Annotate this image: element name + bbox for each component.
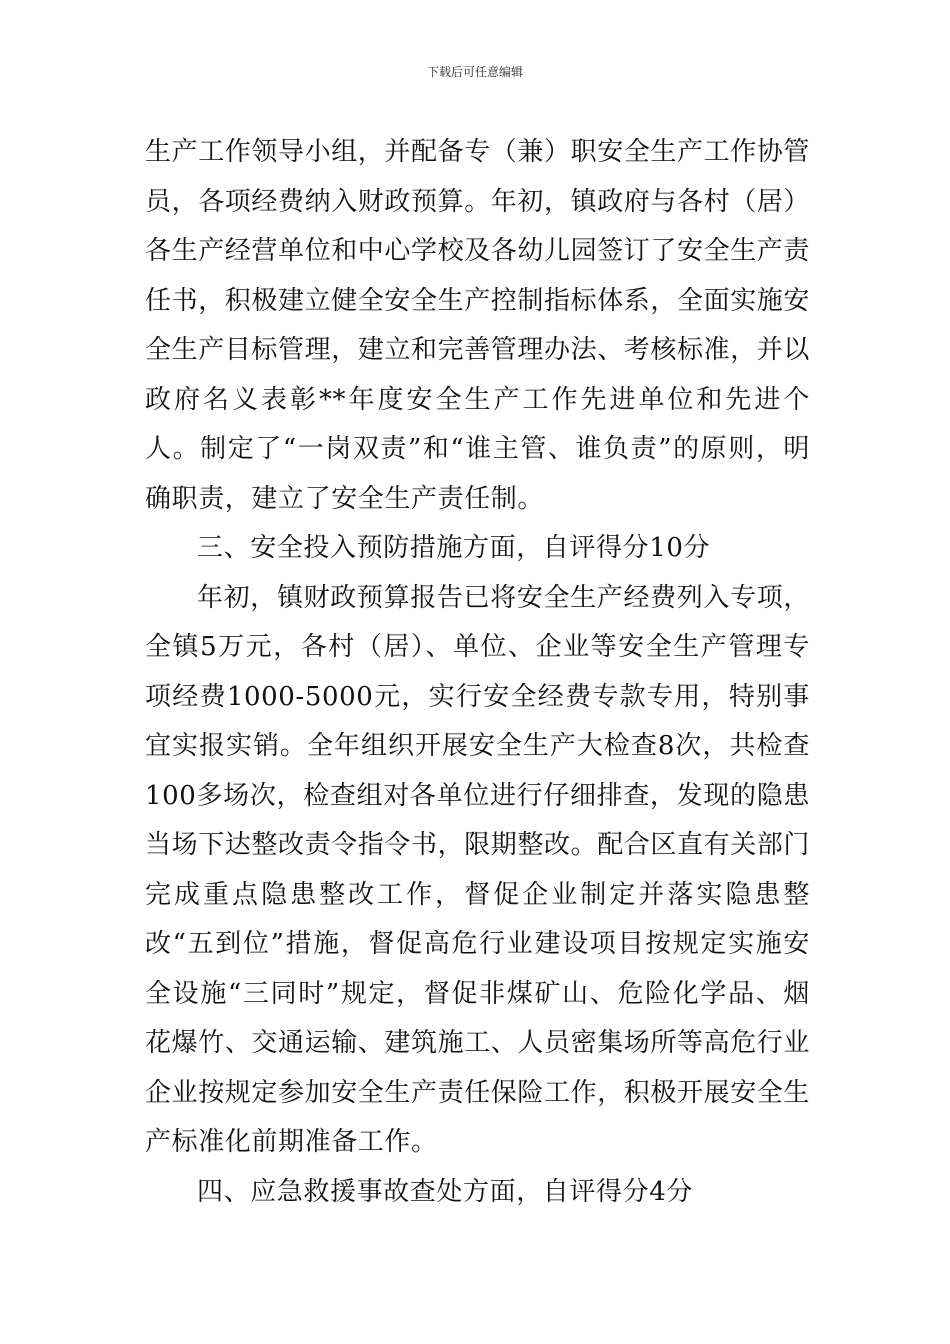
section-heading-4: 四、应急救援事故查处方面，自评得分4分 — [197, 1176, 693, 1207]
section-heading-3: 三、安全投入预防措施方面，自评得分10分 — [197, 533, 711, 563]
paragraph-responsibility: 生产工作领导小组，并配备专（兼）职安全生产工作协管员，各项经费纳入财政预算。年初，镇政府与各村（居）各生产经营单位和中心学校及各幼儿园签订了安全生产责任书，积极建立健全安全生产控制指标体系，全面实施安全生产目标管理，建立和完善管理办法、考核标准，并以政府名义表彰**年度安全生产工作先进单位和先进个人。制定了“一岗双责”和“谁主管、谁负责”的原则，明确职责，建立了安全生产责任制。 — [145, 137, 811, 514]
paragraph-safety-investment: 年初，镇财政预算报告已将安全生产经费列入专项，全镇5万元，各村（居）、单位、企业等安全生产管理专项经费1000-5000元，实行安全经费专款专用，特别事宜实报实销。全年组织开展安全生产大检查8次，共检查100多场次，检查组对各单位进行仔细排查，发现的隐患当场下达整改责令指令书，限期整改。配合区直有关部门完成重点隐患整改工作，督促企业制定并落实隐患整改“五到位”措施，督促高危行业建设项目按规定实施安全设施“三同时”规定，督促非煤矿山、危险化学品、烟花爆竹、交通运输、建筑施工、人员密集场所等高危行业企业按规定参加安全生产责任保险工作，积极开展安全生产标准化前期准备工作。 — [145, 582, 811, 1157]
document-body — [145, 128, 810, 1217]
page-header: 下载后可任意编辑 — [426, 65, 523, 79]
